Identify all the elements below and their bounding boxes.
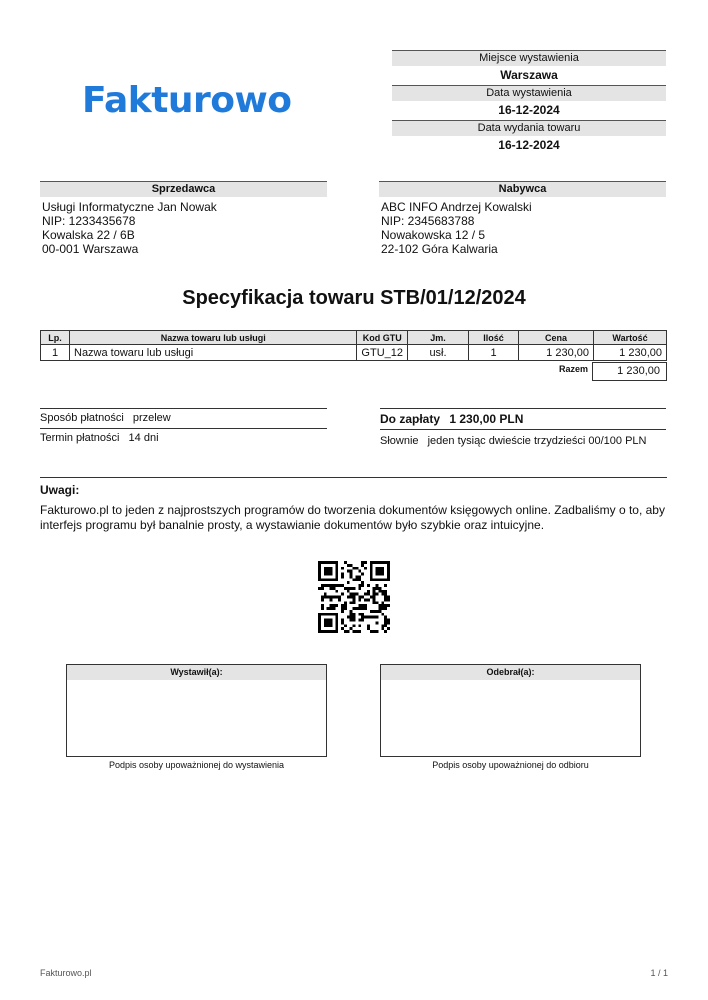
col-value: Wartość xyxy=(594,331,667,345)
buyer-block xyxy=(379,181,666,256)
payment-method-row xyxy=(40,408,327,428)
issuer-caption: Podpis osoby upoważnionej do wystawienia xyxy=(108,760,285,770)
cell-gtu: GTU_12 xyxy=(357,345,408,361)
amount-due-block xyxy=(380,408,666,450)
cell-name: Nazwa towaru lub usługi xyxy=(70,345,357,361)
remarks-label: Uwagi: xyxy=(40,483,80,497)
delivery-date-value: 16-12-2024 xyxy=(498,138,560,152)
page-number: 1 / 1 xyxy=(650,968,668,978)
seller-block xyxy=(40,181,327,256)
buyer-line: NIP: 2345683788 xyxy=(381,214,475,228)
amount-due-value: 1 230,00 PLN xyxy=(449,412,524,426)
issuer-signature-box xyxy=(66,664,327,757)
receiver-signature-box xyxy=(380,664,641,757)
place-label: Miejsce wystawienia xyxy=(392,50,666,66)
amount-due-label: Do zapłaty xyxy=(380,412,441,426)
seller-line: NIP: 1233435678 xyxy=(42,214,136,228)
payment-term-row xyxy=(40,428,327,448)
col-unit: Jm. xyxy=(408,331,469,345)
items-table xyxy=(40,330,667,361)
table-header-row xyxy=(41,331,667,345)
total-value: 1 230,00 xyxy=(592,362,667,381)
seller-line: Usługi Informatyczne Jan Nowak xyxy=(42,200,217,214)
table-row xyxy=(41,345,667,361)
seller-label: Sprzedawca xyxy=(40,181,327,197)
remarks-text: Fakturowo.pl to jeden z najprostszych programów do tworzenia dokumentów księgowych online. Zadbaliśmy o to, aby interfejs programu był banalnie prosty, a wystawianie dokumentów było szybkie oraz intuicyjne. xyxy=(40,503,665,532)
seller-line: Kowalska 22 / 6B xyxy=(42,228,135,242)
cell-price: 1 230,00 xyxy=(519,345,594,361)
place-value: Warszawa xyxy=(500,68,558,82)
col-lp: Lp. xyxy=(41,331,70,345)
delivery-date-label: Data wydania towaru xyxy=(392,120,666,136)
receiver-caption: Podpis osoby upoważnionej do odbioru xyxy=(432,760,589,770)
document-info xyxy=(392,50,666,155)
payment-block xyxy=(40,408,327,448)
amount-words-row xyxy=(380,430,666,450)
total-label: Razem xyxy=(558,364,588,374)
buyer-line: ABC INFO Andrzej Kowalski xyxy=(381,200,532,214)
col-qty: Ilość xyxy=(469,331,519,345)
payment-method-value: przelew xyxy=(132,412,171,424)
document-title: Specyfikacja towaru STB/01/12/2024 xyxy=(182,287,526,309)
issuer-label: Wystawił(a): xyxy=(67,665,326,680)
payment-method-label: Sposób płatności xyxy=(40,412,124,424)
logo-text: Fakturowo xyxy=(82,80,292,121)
seller-line: 00-001 Warszawa xyxy=(42,242,139,256)
amount-due-row xyxy=(380,408,666,430)
cell-value: 1 230,00 xyxy=(594,345,667,361)
company-logo xyxy=(82,80,292,121)
issue-date-value: 16-12-2024 xyxy=(498,103,560,117)
col-price: Cena xyxy=(519,331,594,345)
buyer-line: Nowakowska 12 / 5 xyxy=(381,228,486,242)
col-name: Nazwa towaru lub usługi xyxy=(70,331,357,345)
issuer-signature xyxy=(66,664,327,770)
amount-words-label: Słownie xyxy=(380,435,419,447)
buyer-label: Nabywca xyxy=(379,181,666,197)
issue-date-label: Data wystawienia xyxy=(392,85,666,101)
remarks-block xyxy=(40,477,667,533)
footer-site: Fakturowo.pl xyxy=(40,968,92,978)
cell-unit: usł. xyxy=(408,345,469,361)
qr-code-icon xyxy=(318,561,390,633)
col-gtu: Kod GTU xyxy=(357,331,408,345)
payment-term-value: 14 dni xyxy=(128,432,159,444)
payment-term-label: Termin płatności xyxy=(40,432,120,444)
cell-qty: 1 xyxy=(469,345,519,361)
cell-lp: 1 xyxy=(41,345,70,361)
receiver-label: Odebrał(a): xyxy=(381,665,640,680)
receiver-signature xyxy=(380,664,641,770)
amount-words-value: jeden tysiąc dwieście trzydzieści 00/100 PLN xyxy=(427,435,647,447)
buyer-line: 22-102 Góra Kalwaria xyxy=(381,242,498,256)
